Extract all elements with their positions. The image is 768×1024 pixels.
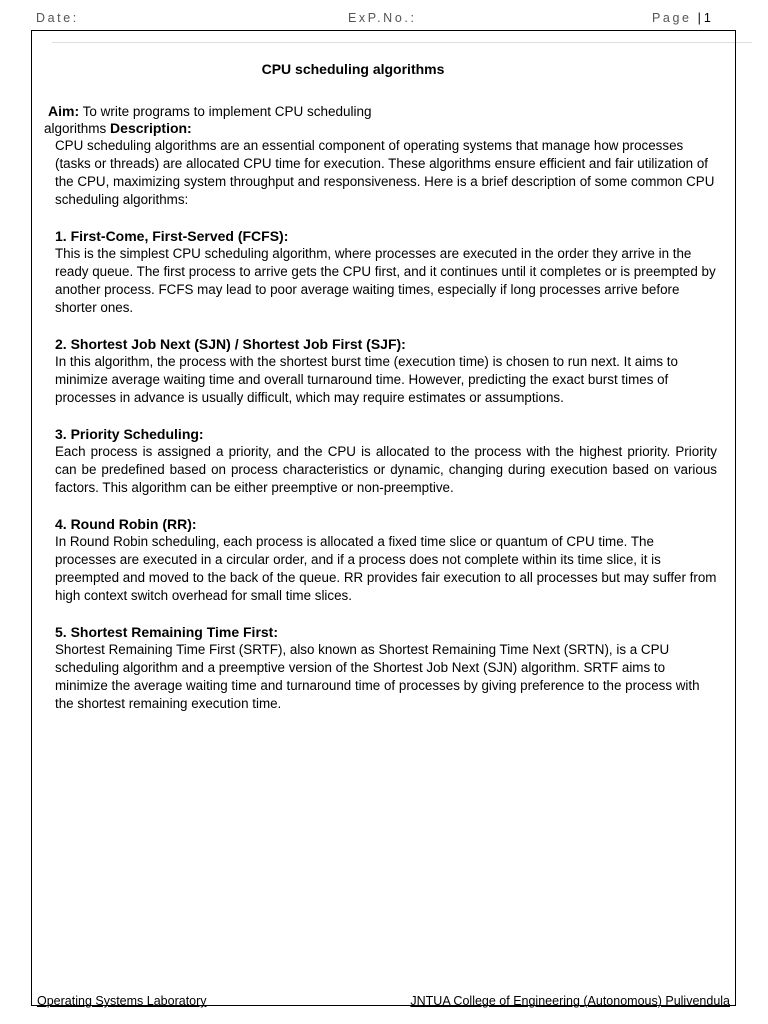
header-page-label: Page — [652, 11, 692, 25]
header-date-label: Date: — [36, 11, 79, 25]
section-heading-round-robin: 4. Round Robin (RR): — [55, 516, 197, 532]
section-body-fcfs: This is the simplest CPU scheduling algorithm, where processes are executed in the order they arrive in the ready queue. The first process to arrive gets the CPU first, and it continues until it completes or is preempted by another process. FCFS may lead to poor average waiting times, especially if long processes arrive before shorter ones. — [55, 246, 716, 315]
section-body-priority: Each process is assigned a priority, and the CPU is allocated to the process with the highest priority. Priority can be predefined based on process characteristics or dynamic, changing during execution based on various factors. This algorithm can be either preemptive or non-preemptive. — [55, 444, 717, 495]
section-heading-fcfs: 1. First-Come, First-Served (FCFS): — [55, 228, 289, 244]
aim-label: Aim: — [48, 103, 80, 119]
header-exp-no-label: ExP.No.: — [348, 11, 417, 25]
footer-course-name: Operating Systems Laboratory — [37, 994, 207, 1008]
header-page-number: 1 — [703, 11, 711, 25]
page-title: CPU scheduling algorithms — [261, 61, 445, 77]
document-body — [55, 137, 717, 713]
section-heading-sjf: 2. Shortest Job Next (SJN) / Shortest Job First (SJF): — [55, 336, 406, 352]
section-heading-priority: 3. Priority Scheduling: — [55, 426, 204, 442]
footer-college-name: JNTUA College of Engineering (Autonomous) Pulivendula — [410, 994, 730, 1008]
section-body-round-robin: In Round Robin scheduling, each process is allocated a fixed time slice or quantum of CPU time. The processes are executed in a circular order, and if a process does not complete within its time slice, it is preempted and moved to the back of the queue. RR provides fair execution to all processes but may suffer from high context switch overhead for small time slices. — [55, 534, 717, 603]
header-page — [652, 11, 711, 25]
intro-paragraph: CPU scheduling algorithms are an essential component of operating systems that manage how processes (tasks or threads) are allocated CPU time for execution. These algorithms ensure efficient and fair utilization of the CPU, maximizing system throughput and responsiveness. Here is a brief description of some common CPU scheduling algorithms: — [55, 138, 715, 207]
aim-text-continued: algorithms — [44, 121, 107, 136]
header-separator: | — [697, 11, 701, 25]
section-body-sjf: In this algorithm, the process with the shortest burst time (execution time) is chosen to run next. It aims to minimize average waiting time and overall turnaround time. However, predicting the exact burst times of processes in advance is usually difficult, which may require estimates or assumptions. — [55, 354, 678, 405]
description-label: Description: — [110, 120, 192, 136]
section-body-srtf: Shortest Remaining Time First (SRTF), also known as Shortest Remaining Time Next (SRTN), is a CPU scheduling algorithm and a preemptive version of the Shortest Job Next (SJN) algorithm. SRTF aims to minimize the average waiting time and turnaround time of processes by giving preference to the process with the shortest remaining execution time. — [55, 642, 700, 711]
aim-text: To write programs to implement CPU scheduling — [82, 104, 372, 119]
aim-block — [44, 103, 444, 137]
section-heading-srtf: 5. Shortest Remaining Time First: — [55, 624, 279, 640]
